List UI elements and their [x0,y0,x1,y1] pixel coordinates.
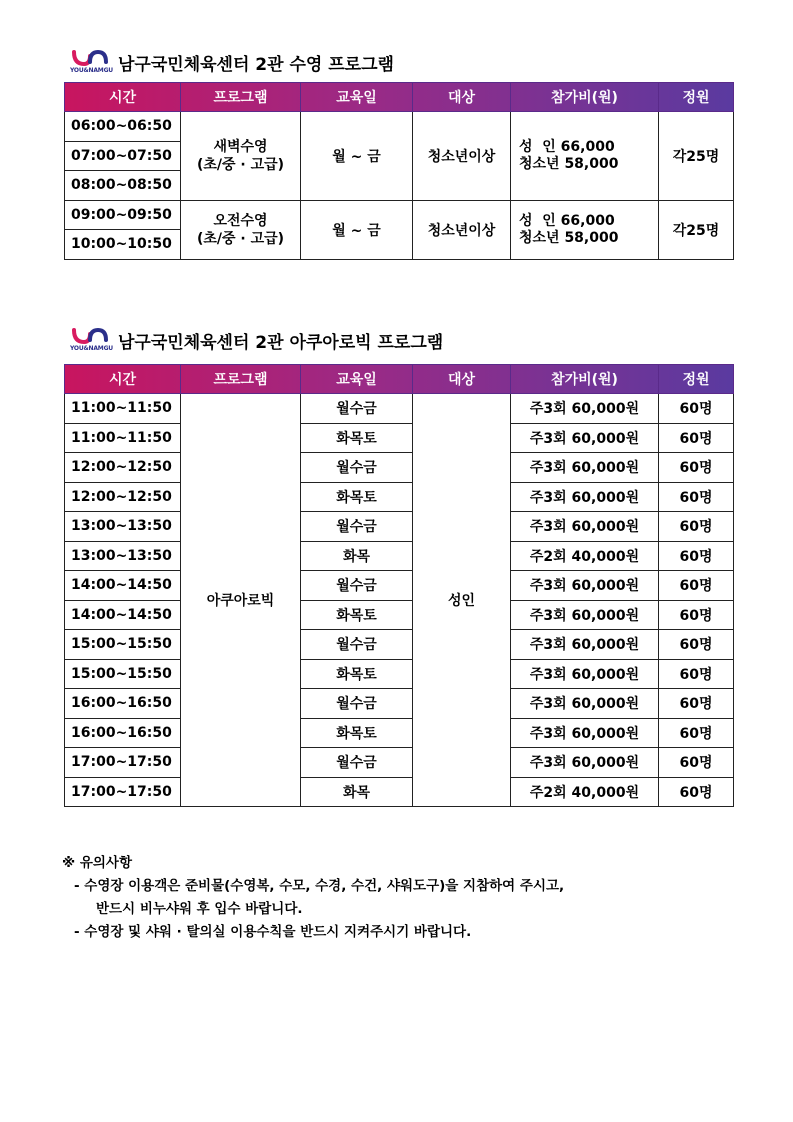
fee-cell: 주3회 60,000원 [511,718,659,748]
days-cell: 화목 [301,777,413,807]
swim-section-title [70,48,394,76]
capacity-cell: 60명 [659,748,734,778]
header-days: 교육일 [301,83,413,112]
table-row [65,600,734,630]
time-cell: 15:00~15:50 [65,659,181,689]
days-cell: 월 ~ 금 [301,112,413,201]
table-row [65,423,734,453]
time-cell: 08:00~08:50 [65,171,181,201]
fee-cell: 주3회 60,000원 [511,571,659,601]
fee-cell: 주3회 60,000원 [511,394,659,424]
notes-line: - 수영장 및 샤워 · 탈의실 이용수칙을 반드시 지켜주시기 바랍니다. [74,924,472,940]
time-cell: 14:00~14:50 [65,600,181,630]
capacity-cell: 60명 [659,777,734,807]
fee-youth: 청소년 58,000 [519,229,619,246]
capacity-cell: 60명 [659,512,734,542]
notes-heading: ※ 유의사항 [62,855,132,871]
capacity-cell: 60명 [659,453,734,483]
table-row [65,748,734,778]
fee-cell: 주3회 60,000원 [511,689,659,719]
header-target: 대상 [413,365,511,394]
swim-header-row [65,83,734,112]
header-time: 시간 [65,365,181,394]
capacity-cell: 60명 [659,659,734,689]
header-days: 교육일 [301,365,413,394]
capacity-cell: 60명 [659,423,734,453]
table-row [65,482,734,512]
table-row [65,630,734,660]
time-cell: 16:00~16:50 [65,718,181,748]
brand-logo-icon [70,326,113,354]
days-cell: 화목토 [301,659,413,689]
notes-section [62,852,564,944]
program-level: (초/중 · 고급) [196,230,285,247]
aqua-title-text: 남구국민체육센터 2관 아쿠아로빅 프로그램 [118,332,444,353]
capacity-cell: 60명 [659,571,734,601]
time-cell: 09:00~09:50 [65,200,181,230]
notes-line: - 수영장 이용객은 준비물(수영복, 수모, 수경, 수건, 샤워도구)을 지참하여 주시고, [74,878,565,894]
time-cell: 12:00~12:50 [65,482,181,512]
fee-cell: 주3회 60,000원 [511,453,659,483]
swim-schedule-table [64,82,734,260]
time-cell: 07:00~07:50 [65,141,181,171]
target-cell: 청소년이상 [413,112,511,201]
capacity-cell: 각25명 [659,112,734,201]
header-program: 프로그램 [181,83,301,112]
program-level: (초/중 · 고급) [196,156,285,173]
time-cell: 13:00~13:50 [65,541,181,571]
days-cell: 화목토 [301,718,413,748]
fee-cell: 주3회 60,000원 [511,630,659,660]
capacity-cell: 60명 [659,718,734,748]
fee-cell: 주3회 60,000원 [511,600,659,630]
fee-cell: 주3회 60,000원 [511,512,659,542]
header-fee: 참가비(원) [511,365,659,394]
days-cell: 월수금 [301,394,413,424]
table-row [65,453,734,483]
fee-adult: 성 인 66,000 [519,212,615,229]
fee-cell: 주3회 60,000원 [511,659,659,689]
capacity-cell: 60명 [659,482,734,512]
fee-cell: 주3회 60,000원 [511,423,659,453]
table-row [65,541,734,571]
brand-logo-icon [70,48,113,76]
capacity-cell: 60명 [659,630,734,660]
table-row [65,394,734,424]
program-cell [181,200,301,259]
capacity-cell: 각25명 [659,200,734,259]
brand-logo-text: YOU&NAMGU [70,67,113,74]
days-cell: 화목 [301,541,413,571]
target-cell: 청소년이상 [413,200,511,259]
program-cell [181,112,301,201]
fee-adult: 성 인 66,000 [519,138,615,155]
aqua-section-title [70,326,443,354]
days-cell: 월수금 [301,512,413,542]
fee-cell [511,200,659,259]
table-row [65,571,734,601]
time-cell: 13:00~13:50 [65,512,181,542]
days-cell: 월수금 [301,748,413,778]
program-name: 새벽수영 [213,138,268,155]
aqua-schedule-table [64,364,734,807]
days-cell: 월수금 [301,689,413,719]
header-capacity: 정원 [659,365,734,394]
time-cell: 11:00~11:50 [65,423,181,453]
brand-logo-text: YOU&NAMGU [70,345,113,352]
swim-title-text: 남구국민체육센터 2관 수영 프로그램 [118,54,394,75]
days-cell: 월수금 [301,453,413,483]
capacity-cell: 60명 [659,394,734,424]
table-row [65,200,734,230]
fee-cell: 주3회 60,000원 [511,748,659,778]
table-row [65,718,734,748]
time-cell: 11:00~11:50 [65,394,181,424]
time-cell: 15:00~15:50 [65,630,181,660]
time-cell: 16:00~16:50 [65,689,181,719]
table-row [65,777,734,807]
header-fee: 참가비(원) [511,83,659,112]
time-cell: 12:00~12:50 [65,453,181,483]
aqua-header-row [65,365,734,394]
time-cell: 17:00~17:50 [65,748,181,778]
notes-line: 반드시 비누샤워 후 입수 바랍니다. [96,901,303,917]
days-cell: 월 ~ 금 [301,200,413,259]
time-cell: 17:00~17:50 [65,777,181,807]
header-target: 대상 [413,83,511,112]
table-row [65,689,734,719]
days-cell: 화목토 [301,482,413,512]
program-cell: 아쿠아로빅 [181,394,301,807]
program-name: 오전수영 [213,212,268,229]
days-cell: 월수금 [301,571,413,601]
capacity-cell: 60명 [659,541,734,571]
capacity-cell: 60명 [659,689,734,719]
target-cell: 성인 [413,394,511,807]
fee-cell: 주2회 40,000원 [511,777,659,807]
fee-cell [511,112,659,201]
time-cell: 10:00~10:50 [65,230,181,260]
header-program: 프로그램 [181,365,301,394]
days-cell: 월수금 [301,630,413,660]
fee-cell: 주2회 40,000원 [511,541,659,571]
table-row [65,512,734,542]
fee-cell: 주3회 60,000원 [511,482,659,512]
fee-youth: 청소년 58,000 [519,155,619,172]
table-row [65,112,734,142]
capacity-cell: 60명 [659,600,734,630]
time-cell: 06:00~06:50 [65,112,181,142]
time-cell: 14:00~14:50 [65,571,181,601]
days-cell: 화목토 [301,600,413,630]
table-row [65,659,734,689]
header-time: 시간 [65,83,181,112]
header-capacity: 정원 [659,83,734,112]
days-cell: 화목토 [301,423,413,453]
